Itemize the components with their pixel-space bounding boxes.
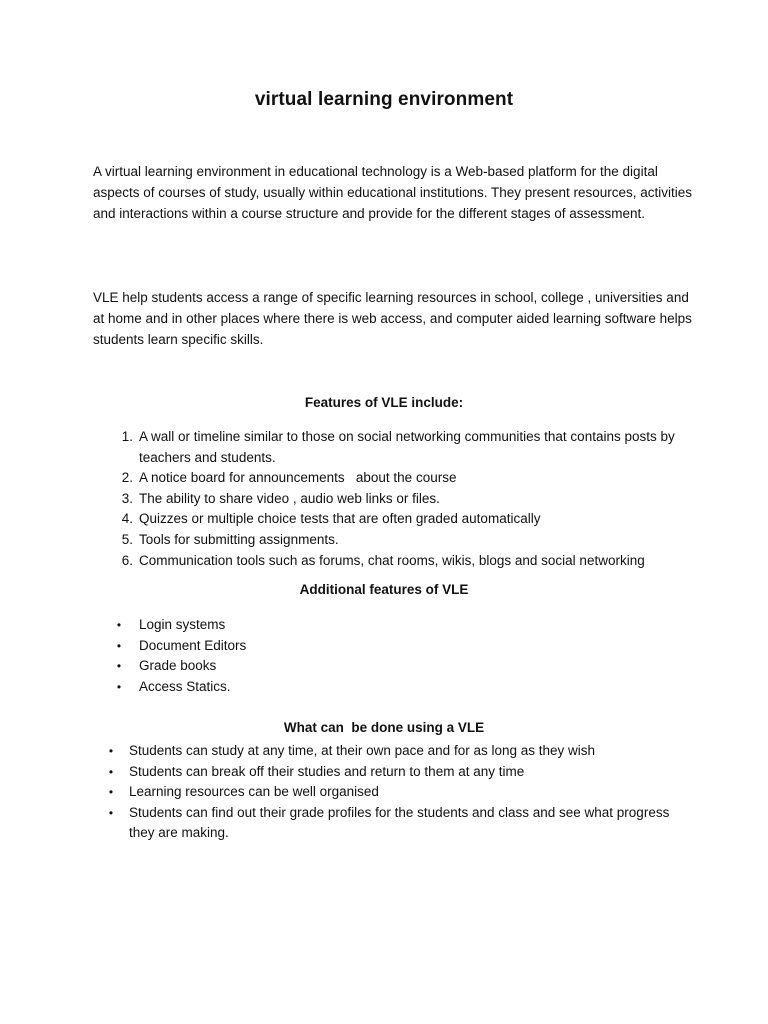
list-item [116,636,684,657]
list-item-text: Login systems [139,617,226,632]
bullet-icon: • [116,679,122,694]
list-item [116,677,684,698]
access-paragraph: VLE help students access a range of specific learning resources in school, college , universities and at home and in other places where there is web access, and computer aided learning software helps students learn specific skills. [93,290,692,347]
list-number: 3. [121,490,133,506]
list-item-text: The ability to share video , audio web links or files. [139,490,440,506]
list-item-text: Students can break off their studies and return to them at any time [129,763,525,779]
list-item-text: Tools for submitting assignments. [139,531,339,547]
list-item-text: Quizzes or multiple choice tests that are often graded automatically [139,511,541,527]
list-number: 5. [121,531,133,547]
list-number: 1. [121,429,133,444]
intro-paragraph: A virtual learning environment in educational technology is a Web-based platform for the digital aspects of courses of study, usually within educational institutions. They present resources, activities and interactions within a course structure and provide for the different stages of assessment. [93,164,693,221]
list-item [121,489,684,510]
uses-list [108,741,689,844]
list-item [121,468,684,489]
uses-heading: What can be done using a VLE [283,720,485,735]
list-item-text: Students can study at any time, at their own pace and for as long as they wish [129,743,596,758]
list-item [121,427,684,468]
additional-features-heading: Additional features of VLE [299,582,469,597]
list-item [108,803,689,844]
document-title: virtual learning environment [254,89,514,110]
additional-features-list [116,615,684,697]
bullet-icon: • [108,744,114,758]
list-number: 4. [121,511,133,527]
list-item [121,530,684,551]
bullet-icon: • [108,764,114,779]
bullet-icon: • [116,618,122,632]
bullet-icon: • [116,659,122,674]
list-item [108,741,689,762]
bullet-icon: • [116,638,122,653]
list-item [108,762,689,783]
list-item [121,509,684,530]
bullet-icon: • [108,805,114,820]
list-item-text: Access Statics. [139,678,231,694]
list-number: 2. [121,470,133,486]
list-item [121,551,684,572]
bullet-icon: • [108,785,114,800]
list-item-text: A notice board for announcements about the course [139,470,457,486]
list-item-text: Grade books [139,658,217,674]
list-item-text: Students can find out their grade profiles for the students and class and see what progress they are making. [129,804,670,841]
list-item [108,782,689,803]
list-item [116,656,684,677]
features-heading: Features of VLE include: [304,395,464,410]
list-item-text: Document Editors [139,637,247,653]
list-item-text: Communication tools such as forums, chat rooms, wikis, blogs and social networking [139,552,645,568]
list-item-text: Learning resources can be well organised [129,784,379,800]
list-item-text: A wall or timeline similar to those on social networking communities that contains posts by teachers and students. [139,429,675,465]
features-list [121,427,684,571]
list-item [116,615,684,636]
list-number: 6. [121,552,133,568]
